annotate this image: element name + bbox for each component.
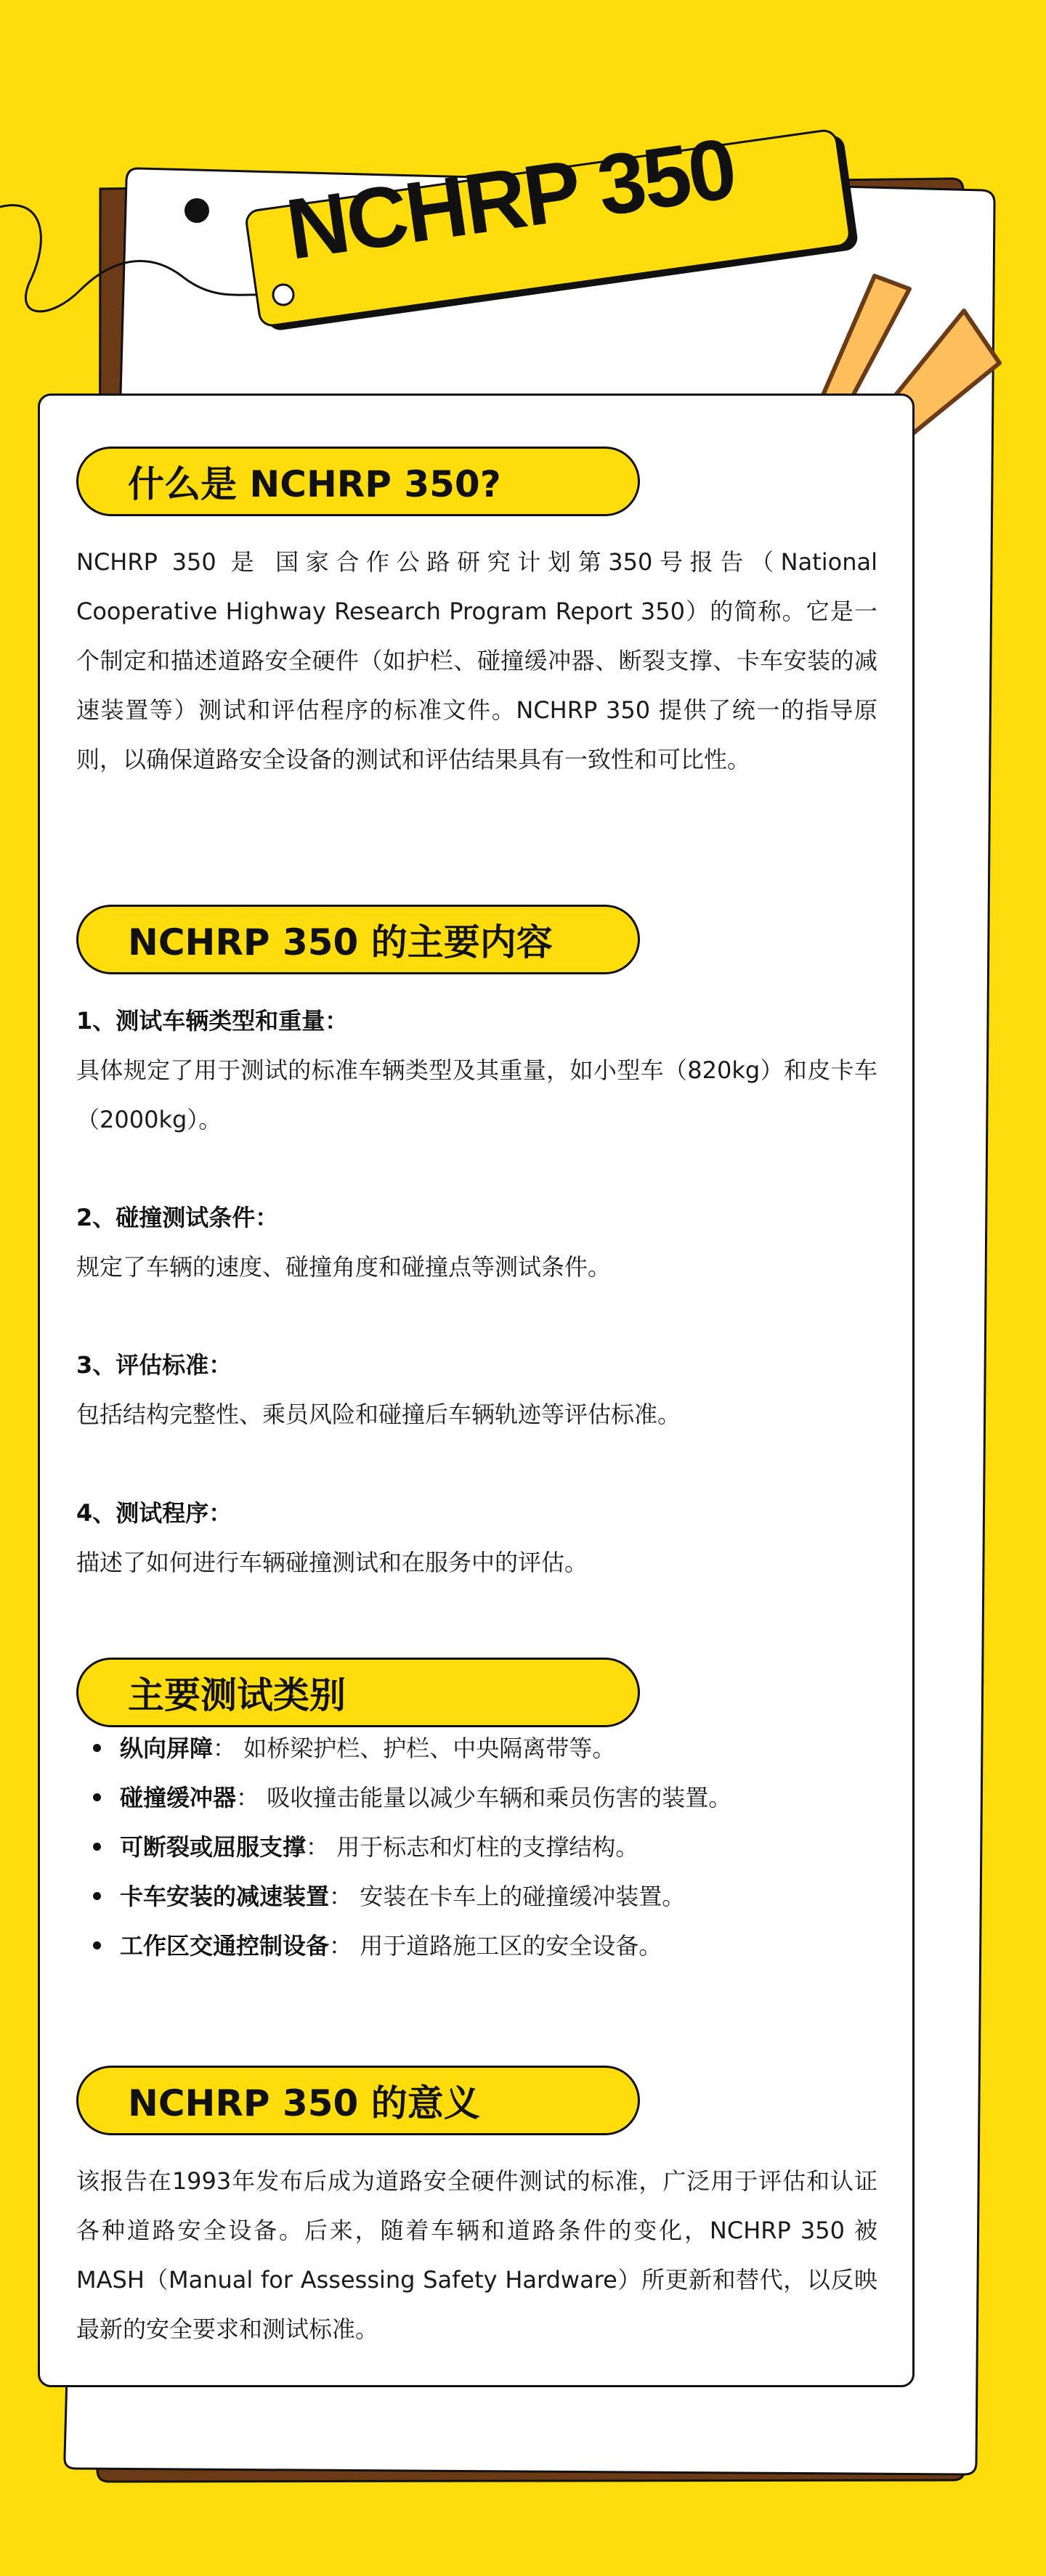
- list-item: [93, 1724, 877, 1773]
- category-term: 可断裂或屈服支撑: [120, 1833, 307, 1861]
- bullet-dot: [93, 1744, 101, 1752]
- bullet-dot: [93, 1941, 101, 1949]
- category-desc: ： 用于标志和灯柱的支撑结构。: [306, 1833, 639, 1861]
- item-text-conditions: 规定了车辆的速度、碰撞角度和碰撞点等测试条件。: [76, 1253, 612, 1281]
- section-heading-what-is: 什么是 NCHRP 350?: [76, 447, 640, 516]
- item-text-procedure: 描述了如何进行车辆碰撞测试和在服务中的评估。: [76, 1549, 588, 1576]
- item-title-procedure: 4、测试程序：: [76, 1499, 232, 1527]
- section-heading-categories: 主要测试类别: [76, 1658, 640, 1727]
- section-paragraph-significance: 该报告在1993年发布后成为道路安全硬件测试的标准，广泛用于评估和认证各种道路安全设备。后来，随着车辆和道路条件的变化，NCHRP 350 被 MASH（Manual for Assessing Safety Hardware）所更新和替代，以反映最新的安全要求和测试标准。: [76, 2167, 877, 2343]
- list-item: [93, 1872, 877, 1921]
- category-term: 卡车安装的减速装置: [120, 1883, 330, 1910]
- category-term: 纵向屏障: [120, 1735, 214, 1762]
- item-title-criteria: 3、评估标准：: [76, 1351, 232, 1379]
- category-desc: ： 如桥梁护栏、护栏、中央隔离带等。: [213, 1735, 616, 1762]
- list-item: [93, 1773, 877, 1822]
- category-desc: ： 用于道路施工区的安全设备。: [329, 1932, 662, 1960]
- category-desc: ： 吸收撞击能量以减少车辆和乘员伤害的装置。: [236, 1784, 732, 1811]
- item-text-criteria: 包括结构完整性、乘员风险和碰撞后车辆轨迹等评估标准。: [76, 1401, 681, 1428]
- section-paragraph-what-is: NCHRP 350 是 国家合作公路研究计划第350号报告（National Cooperative Highway Research Program Report 350）的简称。它是一个制定和描述道路安全硬件（如护栏、碰撞缓冲器、断裂支撑、卡车安装的减速装置等）测试和评估程序的标准文件。NCHRP 350 提供了统一的指导原则，以确保道路安全设备的测试和评估结果具有一致性和可比性。: [76, 548, 877, 773]
- bullet-dot: [93, 1843, 101, 1851]
- category-desc: ： 安装在卡车上的碰撞缓冲装置。: [329, 1883, 686, 1910]
- section-heading-main-content: NCHRP 350 的主要内容: [76, 905, 640, 974]
- category-list: [93, 1724, 877, 1970]
- list-item: [93, 1921, 877, 1970]
- sheet-pin-dot: [185, 198, 209, 223]
- page-title: NCHRP 350: [280, 120, 741, 278]
- category-term: 碰撞缓冲器: [120, 1784, 237, 1811]
- bullet-dot: [93, 1793, 101, 1801]
- list-item: [93, 1822, 877, 1872]
- tag-hole: [273, 285, 293, 305]
- item-title-conditions: 2、碰撞测试条件：: [76, 1204, 279, 1231]
- category-term: 工作区交通控制设备: [120, 1932, 330, 1960]
- bullet-dot: [93, 1892, 101, 1900]
- item-title-vehicle: 1、测试车辆类型和重量：: [76, 1007, 349, 1035]
- section-heading-significance: NCHRP 350 的意义: [76, 2066, 640, 2135]
- item-text-vehicle: 具体规定了用于测试的标准车辆类型及其重量，如小型车（820kg）和皮卡车（2000kg）。: [76, 1056, 877, 1133]
